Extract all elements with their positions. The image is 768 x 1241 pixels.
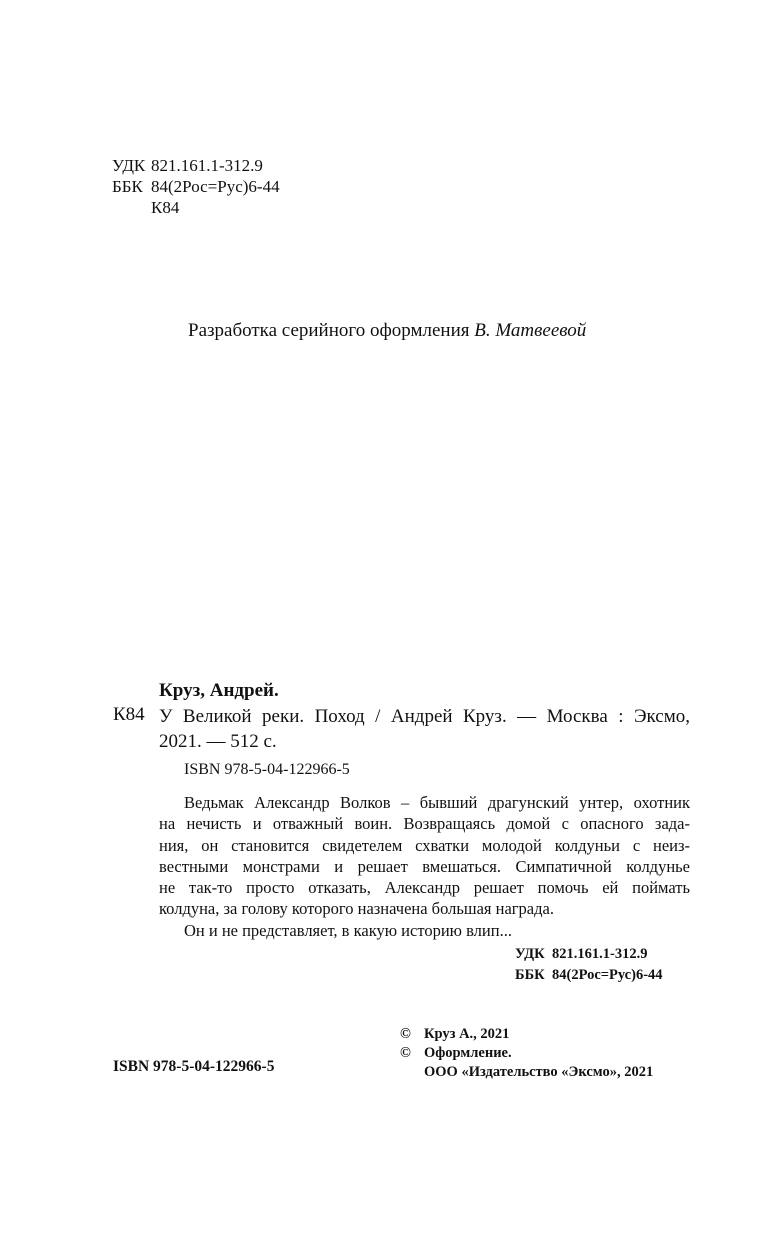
- bottom-udk-row: [515, 944, 663, 965]
- catalog-author: Круз, Андрей.: [159, 680, 279, 701]
- annotation-line: колдуна, за голову которого назначена большая награда.: [159, 899, 554, 919]
- top-udk-value: 821.161.1-312.9: [151, 156, 263, 175]
- top-author-mark-value: К84: [151, 198, 180, 217]
- series-designer-name: В. Матвеевой: [474, 320, 587, 341]
- annotation: [159, 792, 690, 941]
- bottom-udk-value: 821.161.1-312.9: [552, 946, 648, 962]
- catalog-author-mark: К84: [113, 704, 145, 725]
- series-design-text: Разработка серийного оформления: [188, 320, 475, 341]
- copyright-row-3: [400, 1063, 653, 1082]
- copyright-publisher: ООО «Издательство «Эксмо», 2021: [424, 1064, 654, 1080]
- catalog-line-2: 2021. — 512 с.: [159, 731, 277, 752]
- catalog-isbn: ISBN 978-5-04-122966-5: [184, 761, 350, 778]
- annotation-line: вестными монстрами и решает вмешаться. Симпатичной колдунье: [159, 856, 690, 876]
- copyright-row-2: [400, 1044, 653, 1063]
- annotation-line: Он и не представляет, в какую историю влип...: [184, 920, 512, 940]
- bottom-udk-label: УДК: [515, 946, 545, 962]
- copyright-icon: ©: [400, 1045, 411, 1061]
- top-bbk-label: ББК: [112, 177, 143, 196]
- top-bbk-value: 84(2Рос=Рус)6-44: [151, 177, 280, 196]
- copyright-row-1: [400, 1025, 653, 1044]
- copyright-block: [400, 1025, 653, 1082]
- bottom-bbk-label: ББК: [515, 967, 545, 983]
- series-design-credit: [188, 320, 586, 342]
- top-classification-codes: [112, 155, 280, 218]
- annotation-line: Ведьмак Александр Волков – бывший драгунский унтер, охотник: [184, 793, 690, 812]
- copyright-author: Круз А., 2021: [424, 1026, 510, 1042]
- bottom-classification-codes: [515, 944, 663, 986]
- top-author-mark: [112, 197, 280, 218]
- catalog-line-1: У Великой реки. Поход / Андрей Круз. — Москва : Эксмо,: [159, 706, 690, 727]
- top-udk-row: [112, 155, 280, 176]
- top-udk-label: УДК: [112, 156, 146, 175]
- annotation-line: ния, он становится свидетелем схватки молодой колдуньи с неиз-: [159, 835, 690, 855]
- bottom-bbk-value: 84(2Рос=Рус)6-44: [552, 967, 663, 983]
- isbn-bottom: ISBN 978-5-04-122966-5: [113, 1058, 275, 1075]
- copyright-design: Оформление.: [424, 1045, 512, 1061]
- copyright-icon: ©: [400, 1026, 411, 1042]
- bottom-bbk-row: [515, 965, 663, 986]
- top-bbk-row: [112, 176, 280, 197]
- annotation-line: не так-то просто отказать, Александр решает помочь ей поймать: [159, 878, 690, 898]
- catalog-bibliographic-description: [159, 704, 690, 754]
- annotation-line: на нечисть и отважный воин. Возвращаясь домой с опасного зада-: [159, 814, 690, 834]
